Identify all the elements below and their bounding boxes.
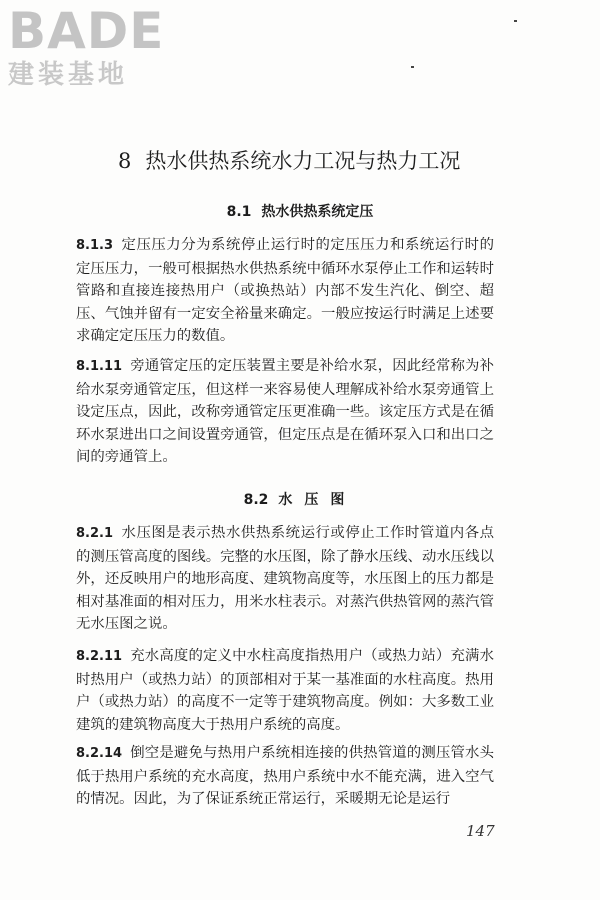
- section-title: 水压图: [278, 492, 357, 508]
- clause-8-2-11: [76, 645, 494, 736]
- clause-8-1-11: [76, 355, 494, 469]
- clause-8-2-14: [76, 742, 494, 811]
- clause-8-2-1: [76, 522, 494, 636]
- section-number: 8.2: [243, 492, 269, 508]
- chapter-title-text: 热水供热系统水力工况与热力工况: [145, 149, 461, 173]
- clause-id: 8.1.11: [76, 359, 123, 374]
- logo-brand: BADE: [8, 2, 165, 60]
- scan-speck: [411, 66, 414, 68]
- clause-text: 旁通管定压的定压装置主要是补给水泵，因此经常称为补给水泵旁通管定压，但这样一来容易使人理解成补给水泵旁通管上设定压点，因此，改称旁通管定压更准确一些。该定压方式是在循环水泵进出口之间设置旁通管，但定压点是在循环泵入口和出口之间的旁通管上。: [76, 358, 494, 465]
- clause-text: 倒空是避免与热用户系统相连接的供热管道的测压管水头低于热用户系统的充水高度，热用户系统中水不能充满，进入空气的情况。因此，为了保证系统正常运行，采暖期无论是运行: [76, 745, 494, 807]
- clause-id: 8.1.3: [76, 238, 114, 253]
- clause-text: 水压图是表示热水供热系统运行或停止工作时管道内各点的测压管高度的图线。完整的水压图，除了静水压线、动水压线以外，还反映用户的地形高度、建筑物高度等，水压图上的压力都是相对基准面的相对压力，用米水柱表示。对蒸汽供热管网的蒸汽管无水压图之说。: [76, 525, 494, 632]
- clause-8-1-3: [76, 234, 494, 348]
- clause-id: 8.2.1: [76, 526, 114, 541]
- clause-text: 定压压力分为系统停止运行时的定压压力和系统运行时的定压压力，一般可根据热水供热系统中循环水泵停止工作和运转时管路和直接连接热用户（或换热站）内部不发生汽化、倒空、超压、气蚀并留有一定安全裕量来确定。一般应按运行时满足上述要求确定定压压力的数值。: [76, 237, 494, 344]
- chapter-number: 8: [118, 149, 132, 173]
- section-heading-8-2: [0, 490, 600, 510]
- chapter-title: [118, 146, 498, 176]
- section-heading-8-1: [0, 202, 600, 222]
- clause-id: 8.2.14: [76, 746, 123, 761]
- clause-text: 充水高度的定义中水柱高度指热用户（或热力站）充满水时热用户（或热力站）的顶部相对于某一基准面的水柱高度。热用户（或热力站）的高度不一定等于建筑物高度。例如：大多数工业建筑的建筑物高度大于热用户系统的高度。: [76, 648, 494, 733]
- page-number: 147: [466, 822, 495, 840]
- watermark-logo: [8, 4, 178, 96]
- section-number: 8.1: [226, 204, 252, 220]
- logo-subtitle: 建装基地: [8, 60, 129, 90]
- scan-speck: [514, 20, 517, 22]
- clause-id: 8.2.11: [76, 649, 123, 664]
- section-title: 热水供热系统定压: [261, 204, 374, 220]
